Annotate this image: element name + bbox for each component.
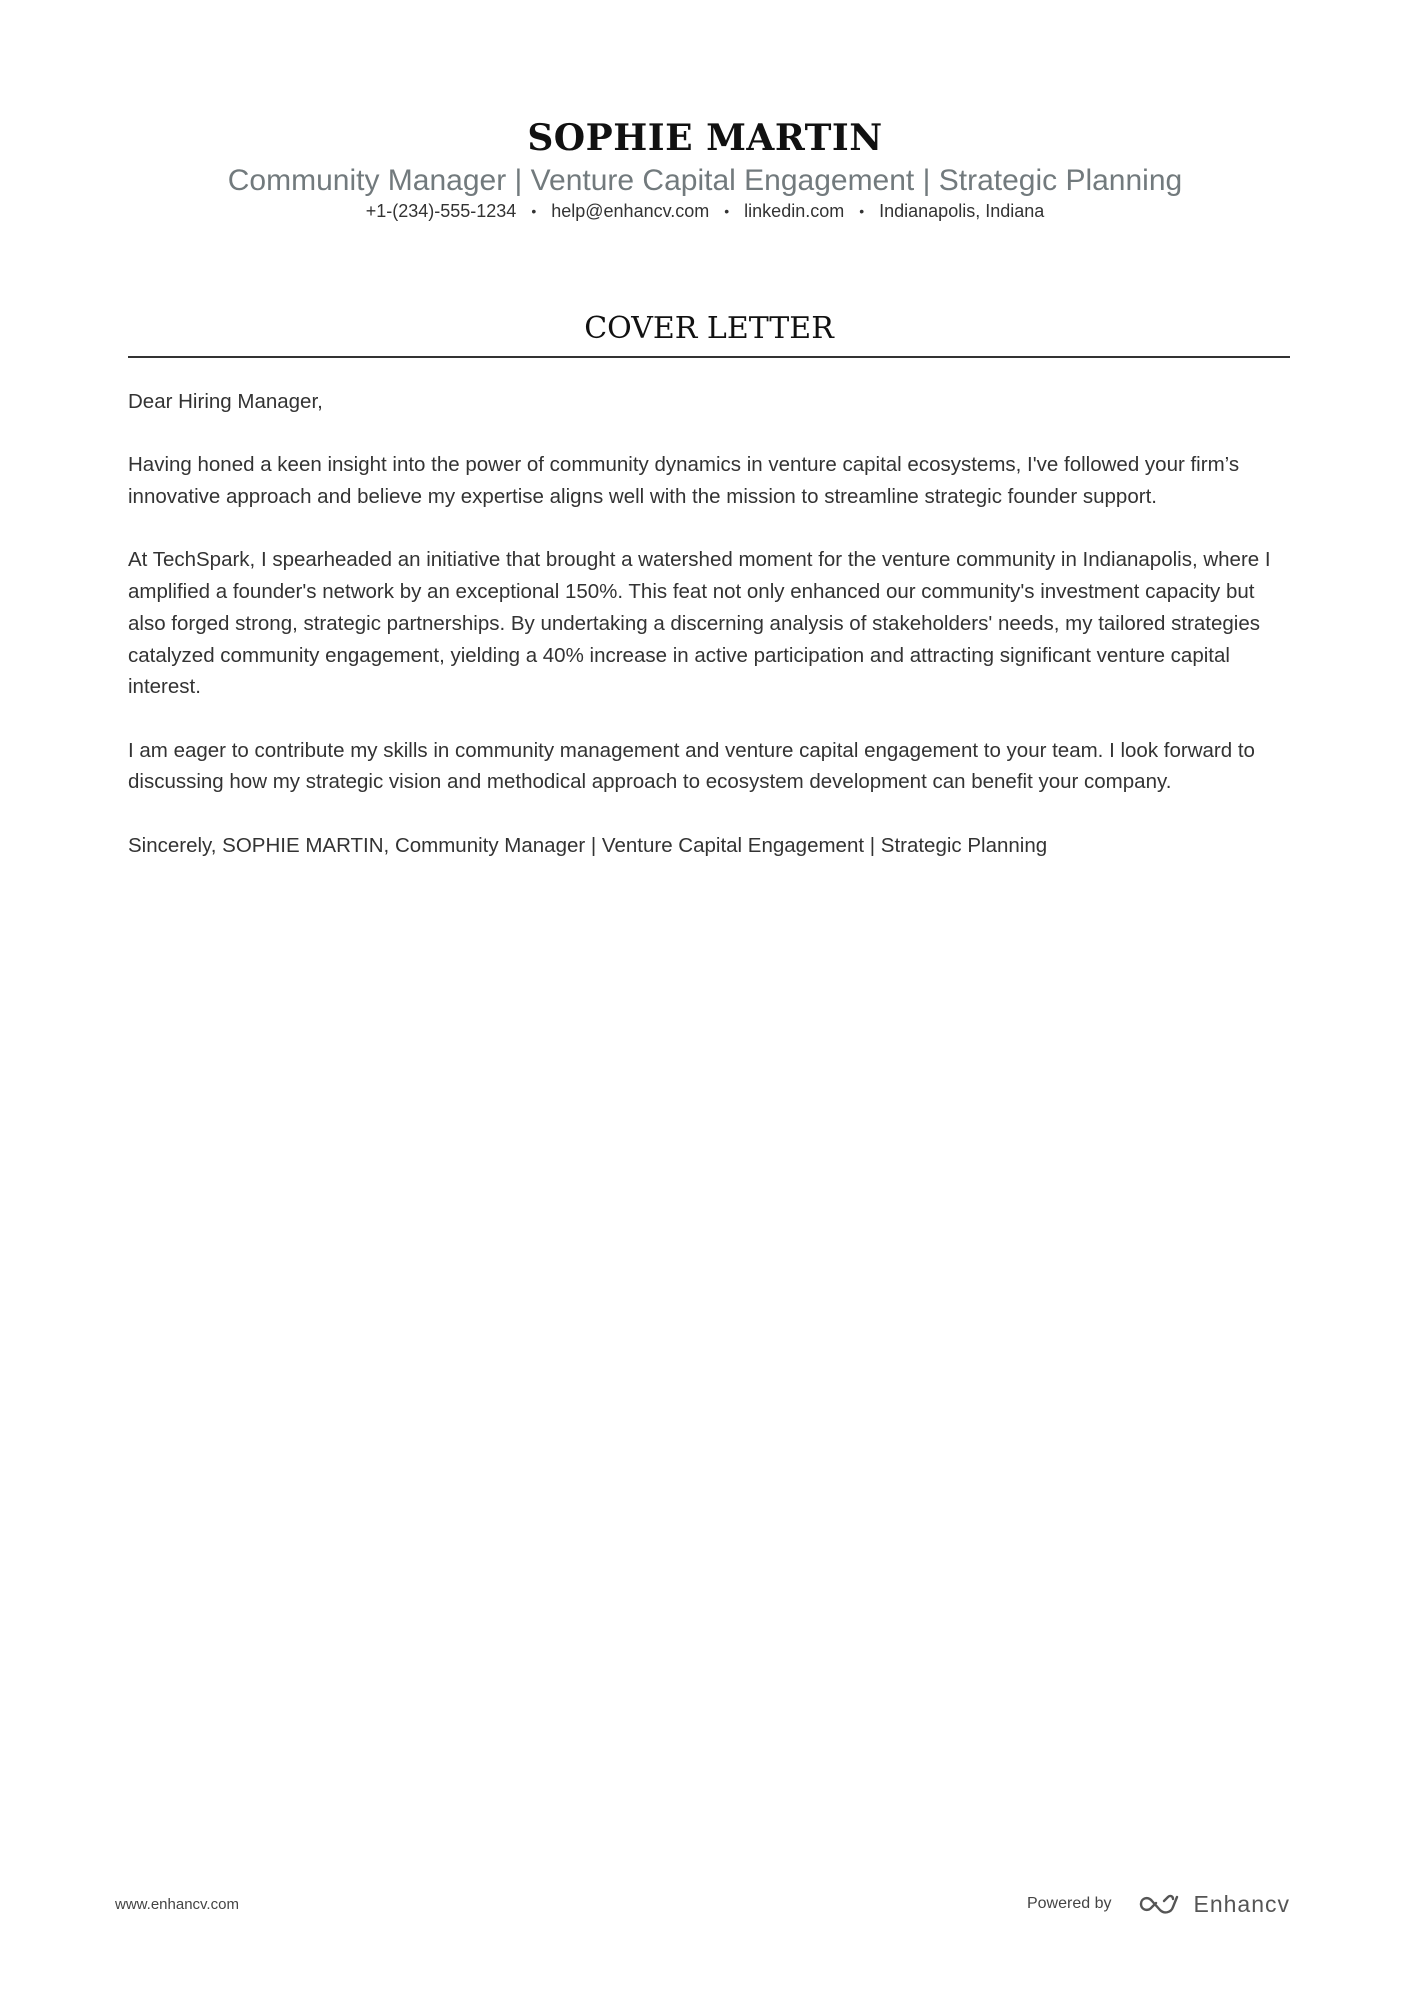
footer-website-link[interactable]: www.enhancv.com	[115, 1896, 239, 1913]
brand-name: Enhancv	[1193, 1890, 1290, 1917]
powered-by-label: Powered by	[1026, 1895, 1112, 1912]
contact-email[interactable]: help@enhancv.com	[551, 201, 710, 221]
letter-closing: Sincerely, SOPHIE MARTIN, Community Manager | Venture Capital Engagement | Strategic Planning	[128, 833, 1048, 857]
contact-line	[0, 198, 1410, 224]
contact-separator: •	[859, 203, 865, 219]
letter-salutation: Dear Hiring Manager,	[128, 390, 323, 413]
candidate-headline: Community Manager | Venture Capital Engagement | Strategic Planning	[227, 164, 1183, 197]
contact-linkedin[interactable]: linkedin.com	[744, 201, 845, 221]
footer-branding[interactable]	[1027, 1886, 1290, 1922]
contact-phone: +1-(234)-555-1234	[365, 201, 517, 221]
contact-separator: •	[724, 203, 730, 219]
section-title: COVER LETTER	[584, 311, 834, 346]
section-divider	[128, 356, 1290, 358]
letter-paragraph: Having honed a keen insight into the power of community dynamics in venture capital ecosystems, I've followed your firm’s innovative approach and believe my expertise aligns well with the mission to streamline strategic founder support.	[128, 453, 1240, 509]
letter-body	[128, 386, 1290, 893]
candidate-name: SOPHIE MARTIN	[527, 117, 883, 159]
contact-location: Indianapolis, Indiana	[879, 201, 1045, 221]
letter-paragraph: At TechSpark, I spearheaded an initiative that brought a watershed moment for the venture community in Indianapolis, where I amplified a founder's network by an exceptional 150%. This feat not only enhanced our community's investment capacity but also forged strong, strategic partnerships. By undertaking a discerning analysis of stakeholders' needs, my tailored strategies catalyzed community engagement, yielding a 40% increase in active participation and attracting significant venture capital interest.	[128, 548, 1271, 699]
enhancv-logo-icon	[1137, 1892, 1183, 1916]
letter-paragraph: I am eager to contribute my skills in community management and venture capital engagement to your team. I look forward to discussing how my strategic vision and methodical approach to ecosystem development can benefit your company.	[128, 738, 1255, 794]
contact-separator: •	[531, 203, 537, 219]
